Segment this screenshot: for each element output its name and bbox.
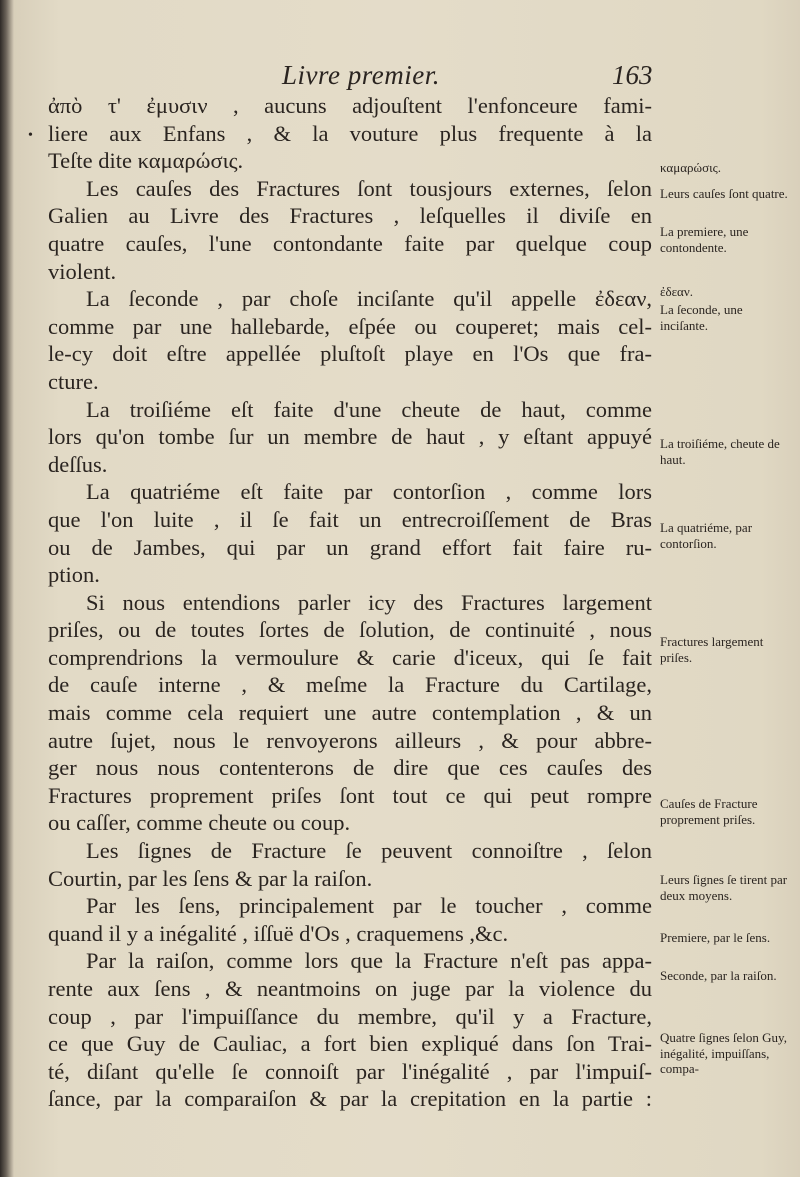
margin-note: Seconde, par la raiſon. [660,968,777,983]
text-line: cture. [48,368,99,394]
text-line: le-cy doit eſtre appellée pluſtoſt playe en l'Os que fra- [48,341,652,367]
margin-note: La premiere, une contondente. [660,224,749,255]
text-line: ou caſſer, comme cheute ou coup. [48,810,351,836]
text-line: autre ſujet, nous le renvoyerons ailleurs , & pour abbre- [48,727,652,753]
text-line: Par la raiſon, comme lors que la Fracture n'eſt pas appa- [86,948,652,974]
text-line: Les ſignes de Fracture ſe peuvent connoiſtre , ſelon [86,838,652,864]
text-line: ption. [48,562,100,588]
text-line: Si nous entendions parler icy des Fractures largement [86,589,652,615]
text-line: La troiſiéme eſt faite d'une cheute de haut, comme [86,396,652,422]
margin-mark: • [28,128,33,143]
margin-note: Cauſes de Fracture proprement priſes. [660,796,758,827]
text-line: quatre cauſes, l'une contondante faite par quelque coup [48,230,652,256]
text-line: La ſeconde , par choſe inciſante qu'il appelle ἐδεαν, [86,286,652,312]
text-line: Galien au Livre des Fractures , leſquelles il diviſe en [48,203,652,229]
text-line: coup , par l'impuiſſance du membre, qu'il y a Fracture, [48,1003,652,1029]
running-head [0,56,800,96]
margin-note: La troiſiéme, cheute de haut. [660,436,780,467]
text-line: ἀπὸ τ' ἐμυσιν , aucuns adjouſtent l'enfonceure fami- [48,93,652,118]
text-line: Fractures proprement priſes ſont tout ce qui peut rompre [48,782,652,808]
text-line: La quatriéme eſt faite par contorſion , comme lors [86,479,652,505]
margin-note: Premiere, par le ſens. [660,930,771,945]
text-line: ſance, par la comparaiſon & par la crepitation en la partie : [48,1086,652,1112]
margin-note: La ſeconde, une inciſante. [660,302,743,333]
text-line: rente aux ſens , & neantmoins on juge par la violence du [48,976,652,1001]
text-line: Par les ſens, principalement par le toucher , comme [86,893,652,919]
page-number: 163 [612,60,653,90]
text-line: té, diſant qu'elle ſe connoiſt par l'inégalité , par l'impuiſ- [48,1058,652,1084]
text-line: de cauſe interne , & meſme la Fracture du Cartilage, [48,672,652,698]
text-line: que l'on luite , il ſe fait un entrecroiſſement de Bras [48,506,652,532]
text-line: comme par une hallebarde, eſpée ou couperet; mais cel- [48,313,652,339]
margin-note: καμαρώσις. [660,160,721,175]
text-line: deſſus. [48,451,108,477]
margin-note: Leurs ſignes ſe tirent par deux moyens. [660,872,788,903]
margin-note: Quatre ſignes ſelon Guy, inégalité, impuiſſans, compa- [660,1030,787,1076]
margin-note: Leurs cauſes ſont quatre. [660,186,788,201]
text-line: Teſte dite καμαρώσις. [48,148,244,174]
running-title: Livre premier. [282,60,440,90]
text-line: violent. [48,258,117,284]
text-line: liere aux Enfans , & la vouture plus frequente à la [48,120,652,146]
text-line: ger nous nous contenterons de dire que ces cauſes des [48,755,652,781]
margin-note: La quatriéme, par contorſion. [660,520,753,551]
text-line: mais comme cela requiert une autre contemplation , & un [48,700,652,726]
text-line: quand il y a inégalité , iſſuë d'Os , craquemens ,&c. [48,920,509,946]
text-line: ou de Jambes, qui par un grand effort fait faire ru- [48,534,652,560]
text-line: ce que Guy de Cauliac, a fort bien expliqué dans ſon Trai- [48,1031,652,1057]
margin-note: ἐδεαν. [660,284,693,299]
text-line: comprendrions la vermoulure & carie d'iceux, qui ſe fait [48,644,652,670]
text-line: Les cauſes des Fractures ſont tousjours externes, ſelon [86,175,652,201]
main-text-block [48,92,652,1113]
text-line: lors qu'on tombe ſur un membre de haut , y eſtant appuyé [48,424,652,450]
text-line: priſes, ou de toutes ſortes de ſolution, de continuité , nous [48,617,652,643]
text-line: Courtin, par les ſens & par la raiſon. [48,865,373,891]
margin-note: Fractures largement priſes. [660,634,764,665]
